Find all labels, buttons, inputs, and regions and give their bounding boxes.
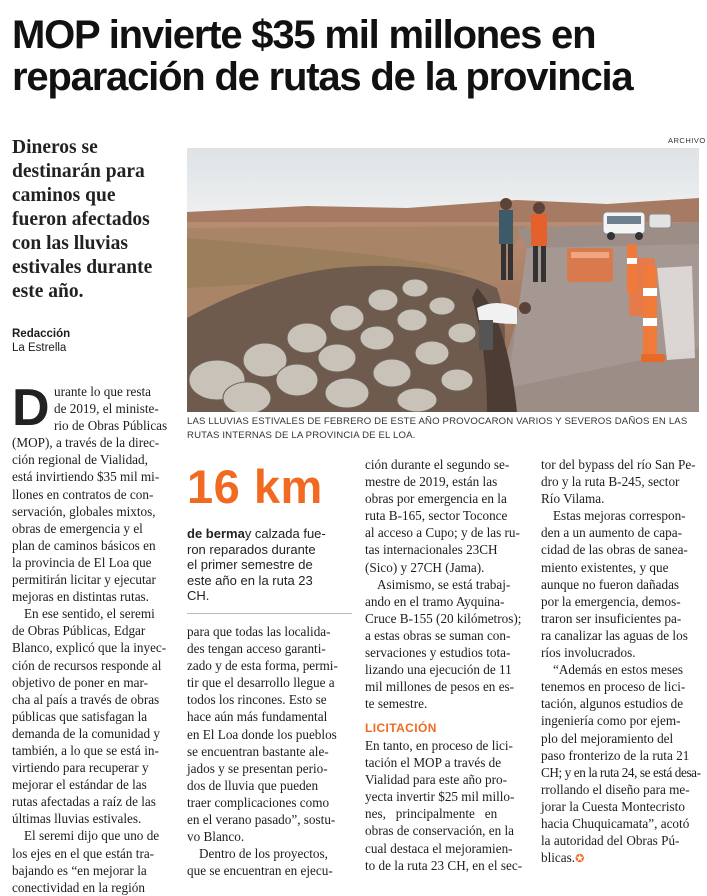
- body-line: blicas.: [541, 850, 576, 866]
- pull-quote-divider: [187, 613, 352, 614]
- body-line-last: [541, 849, 703, 868]
- body-line: obras de emergencia y el: [12, 520, 143, 536]
- body-line: “Además en estos meses: [553, 662, 684, 678]
- body-line: Cruce B-155 (20 kilómetros);: [365, 610, 522, 626]
- body-line: de 2019, el ministe-: [54, 401, 159, 417]
- body-line: (MOP), a través de la direc-: [12, 435, 160, 451]
- body-line: en el verano pasado”, sostu-: [187, 812, 336, 828]
- body-line: Dentro de los proyectos,: [199, 846, 328, 862]
- body-line: te semestre.: [365, 696, 428, 712]
- body-line: mestre de 2019, están las: [365, 474, 498, 490]
- body-line: por la emergencia, demos-: [541, 593, 681, 609]
- body-line: tación, algunos estudios de: [541, 696, 684, 712]
- pull-quote-number: 16 km: [187, 460, 323, 513]
- body-line: mejorar el estándar de las: [12, 777, 147, 793]
- body-line: En ese sentido, el seremi: [24, 606, 155, 622]
- body-line: ción durante el segundo se-: [365, 457, 510, 472]
- body-line: dos de lluvia que pueden: [187, 777, 319, 793]
- body-line: ción regional de Vialidad,: [12, 452, 148, 468]
- body-line: objetivo de poner en mar-: [12, 674, 148, 690]
- body-line: vo Blanco.: [187, 829, 245, 845]
- body-line: mejoras en distintas rutas.: [12, 589, 149, 605]
- article-column-2: [187, 623, 357, 879]
- headline: [12, 14, 702, 98]
- road-damage-photo-icon: [187, 148, 699, 412]
- body-line: de Obras Públicas, Edgar: [12, 623, 146, 639]
- body-line: públicas que satisfagan la: [12, 708, 148, 724]
- pull-quote-bold: de berma: [187, 526, 245, 541]
- body-line: lizando una ejecución de 11: [365, 662, 512, 678]
- deck-line: fueron afectados: [12, 209, 150, 230]
- body-line: ingeniería como por ejem-: [541, 713, 681, 729]
- byline: [12, 327, 70, 355]
- body-line: tor del bypass del río San Pe-: [541, 457, 696, 472]
- body-line: bajando es “en mejorar la: [12, 862, 147, 878]
- body-line: permitirán licitar y ejecutar: [12, 572, 156, 588]
- body-line: to de la ruta 23 CH, en el sec-: [365, 857, 523, 873]
- body-line: servaciones y estudios tota-: [365, 645, 511, 661]
- body-line: jados y se presentan perio-: [187, 760, 328, 776]
- end-mark-icon: ✪: [575, 853, 585, 866]
- body-line: la autoridad del Obras Pú-: [541, 833, 680, 849]
- body-line: plo del mejoramiento del: [541, 730, 674, 746]
- dropcap: D: [12, 379, 50, 437]
- body-line: nes, principalmente en: [365, 806, 498, 822]
- body-line: zado y de esta forma, permi-: [187, 658, 338, 674]
- body-line: servación, globales mixtos,: [12, 503, 156, 519]
- body-line: jorar la Cuesta Montecristo: [541, 798, 685, 814]
- body-line: todos los rincones. Esto se: [187, 692, 327, 708]
- body-line: ra canalizar las aguas de los: [541, 627, 688, 643]
- body-line: llones en contratos de con-: [12, 486, 154, 502]
- body-line: El seremi dijo que uno de: [24, 828, 160, 844]
- body-line: Río Vilama.: [541, 491, 605, 507]
- headline-line-2: reparación de rutas de la provincia: [12, 55, 633, 99]
- body-line: tación el MOP a través de: [365, 755, 502, 771]
- byline-author: Redacción: [12, 328, 71, 340]
- body-line: rutas afectadas a raíz de las: [12, 794, 156, 810]
- body-line: mil millones de pesos en es-: [365, 679, 515, 695]
- body-line: obras de conservación, en la: [365, 823, 515, 839]
- caption-line: RUTAS INTERNAS DE LA PROVINCIA DE EL LOA.: [187, 430, 416, 441]
- pull-quote-line: el primer semestre de: [187, 557, 313, 572]
- article-column-1: [12, 379, 180, 896]
- deck-line: Dineros se: [12, 137, 98, 158]
- body-line: los ejes en el que están tra-: [12, 845, 155, 861]
- body-line: yecta invertir $25 mil millo-: [365, 789, 515, 805]
- pull-quote-line: CH.: [187, 588, 210, 603]
- body-line: traer complicaciones como: [187, 794, 330, 810]
- article-column-3-continued: [365, 737, 535, 874]
- photo-caption: [187, 415, 699, 443]
- body-line: den a un aumento de capa-: [541, 525, 682, 541]
- body-line: también, a lo que se está in-: [12, 742, 159, 758]
- body-line: cidad de las obras de sanea-: [541, 542, 688, 558]
- body-line: cha al país a través de obras: [12, 691, 160, 707]
- body-line: tas internacionales 23CH: [365, 542, 498, 558]
- body-line: plan de caminos básicos en: [12, 537, 156, 553]
- body-line: demanda de la comunidad y: [12, 725, 160, 741]
- body-line: Blanco, explicó que la inyec-: [12, 640, 167, 656]
- body-line: paso fronterizo de la ruta 21: [541, 747, 690, 763]
- body-line: últimas lluvias estivales.: [12, 811, 142, 827]
- deck-line: estivales durante: [12, 257, 153, 278]
- pull-quote-line: este año en la ruta 23: [187, 572, 313, 588]
- body-line: CH; y en la ruta 24, se está desa-: [541, 764, 701, 780]
- pull-quote-line: ron reparados durante: [187, 541, 316, 557]
- body-line: Asimismo, se está trabaj-: [377, 576, 511, 592]
- body-line: virtiendo para recuperar y: [12, 760, 149, 776]
- body-line: ríos involucrados.: [541, 645, 636, 661]
- photo-credit: ARCHIVO: [668, 136, 706, 145]
- body-line: al acceso a Cupo; y de las ru-: [365, 525, 520, 541]
- pull-quote-rest: y calzada fue-: [244, 526, 326, 541]
- body-line: que se encuentran en ejecu-: [187, 863, 333, 879]
- byline-outlet: La Estrella: [12, 342, 67, 354]
- body-line: cual destaca el mejoramien-: [365, 840, 513, 856]
- body-line: ción de recursos responde al: [12, 657, 162, 673]
- body-line: se encuentran bastante ale-: [187, 743, 329, 759]
- article-column-3: [365, 456, 535, 712]
- body-line: hace aún más fundamental: [187, 709, 328, 725]
- body-line: des tengan acceso garanti-: [187, 641, 326, 657]
- article-column-4: [541, 456, 703, 868]
- body-line: ruta B-165, sector Toconce: [365, 508, 508, 524]
- body-line: obras por emergencia en la: [365, 491, 507, 507]
- body-line: miento existentes, y que: [541, 559, 669, 575]
- body-line: Vialidad para este año pro-: [365, 772, 508, 788]
- body-line: rrollando el diseño para me-: [541, 781, 690, 797]
- pull-quote-line-1: [187, 526, 352, 542]
- body-line: urante lo que resta: [54, 384, 152, 399]
- body-line: conectividad en la región: [12, 879, 145, 895]
- body-line: la provincia de El Loa que: [12, 554, 152, 570]
- body-line: En tanto, en proceso de lici-: [365, 738, 513, 753]
- caption-line: LAS LLUVIAS ESTIVALES DE FEBRERO DE ESTE AÑO PROVOCARON VARIOS Y SEVEROS DAÑOS EN LAS: [187, 416, 688, 427]
- body-line: en El Loa donde los pueblos: [187, 726, 337, 742]
- body-line: a estas obras se suman con-: [365, 627, 511, 643]
- body-line: tenemos en proceso de lici-: [541, 679, 686, 695]
- body-line: está invirtiendo $35 mil mi-: [12, 469, 160, 485]
- body-line: dro y la ruta B-245, sector: [541, 474, 680, 490]
- deck-line: con las lluvias: [12, 233, 128, 254]
- body-line: rio de Obras Públicas: [54, 418, 168, 434]
- section-subhead: LICITACIÓN: [365, 721, 437, 735]
- pull-quote-text: [187, 526, 352, 604]
- deck-line: este año.: [12, 281, 84, 302]
- body-line: tir que el desarrollo llegue a: [187, 675, 335, 691]
- body-line: (Sico) y 27CH (Jama).: [365, 559, 485, 575]
- deck: [12, 136, 177, 304]
- body-line: traron ser insuficientes pa-: [541, 610, 682, 626]
- body-line: para que todas las localida-: [187, 624, 331, 639]
- body-line: aunque no fueron dañadas: [541, 576, 680, 592]
- body-line: Estas mejoras correspon-: [553, 508, 686, 524]
- deck-line: destinarán para: [12, 161, 145, 182]
- headline-line-1: MOP invierte $35 mil millones en: [12, 13, 596, 57]
- news-photo: [187, 148, 699, 412]
- body-line: ando en el tramo Ayquina-: [365, 593, 505, 609]
- deck-line: caminos que: [12, 185, 116, 206]
- body-line: hacia Chuquicamata”, acotó: [541, 815, 690, 831]
